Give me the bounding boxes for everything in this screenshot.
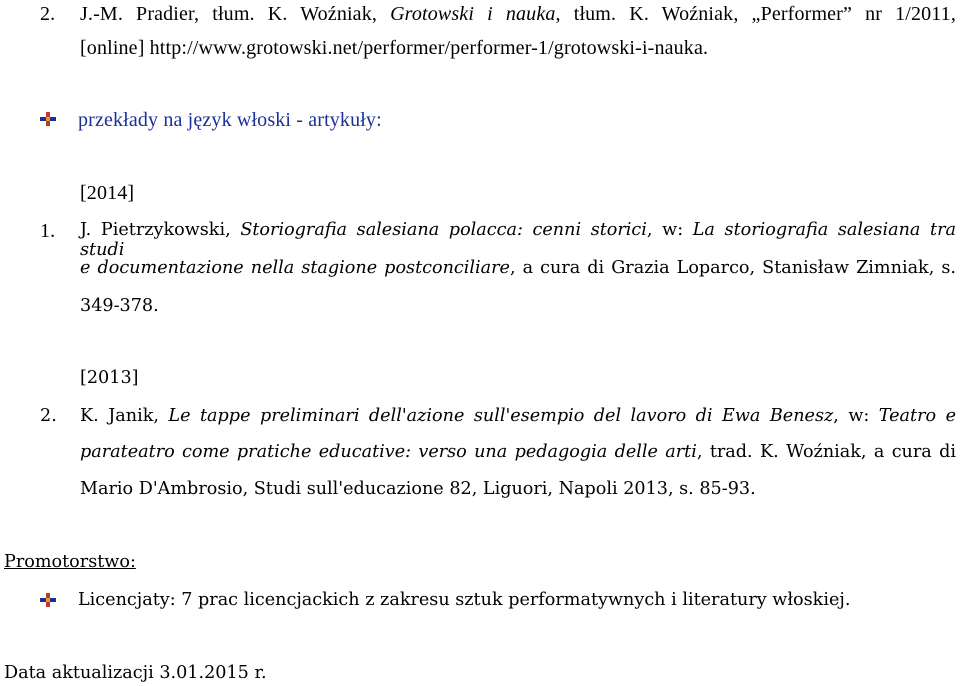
citation-text: , a cura di Grazia Loparco, Stanisław Zimniak, s. — [509, 258, 956, 278]
list-number: 2. — [40, 406, 57, 426]
citation-book: La storiografia salesiana tra studi — [80, 220, 956, 260]
citation-line — [80, 442, 956, 462]
citation-book: Teatro e — [878, 406, 956, 426]
citation-text: , w: — [833, 406, 879, 426]
bullet-icon — [40, 593, 56, 607]
update-date: Data aktualizacji 3.01.2015 r. — [4, 663, 267, 683]
citation-pages: 349-378. — [80, 296, 159, 316]
citation-text: J.-M. Pradier, tłum. K. Woźniak, — [80, 3, 391, 25]
citation-line — [80, 406, 956, 426]
citation-line — [80, 220, 956, 260]
licencjaty-text: Licencjaty: 7 prac licencjackich z zakresu sztuk performatywnych i literatury włoskiej. — [78, 590, 851, 610]
year-label: [2013] — [80, 368, 139, 388]
citation-book: e documentazione nella stagione postconciliare — [80, 258, 510, 278]
citation-title: Le tappe preliminari dell'azione sull'esempio del lavoro di Ewa Benesz — [168, 406, 834, 426]
promotorstwo-heading: Promotorstwo: — [4, 552, 136, 572]
bullet-icon — [40, 112, 56, 126]
section-heading: przekłady na język włoski - artykuły: — [78, 109, 382, 131]
citation-text: K. Janik, — [80, 406, 169, 426]
citation-title: Grotowski i nauka — [390, 3, 556, 25]
citation-title: Storiografia salesiana polacca: cenni storici — [240, 220, 647, 240]
citation-line — [80, 258, 956, 278]
citation-book: parateatro come pratiche educative: verso una pedagogia delle arti — [80, 442, 697, 462]
citation-url-line: [online] http://www.grotowski.net/performer/performer-1/grotowski-i-nauka. — [80, 37, 709, 59]
citation-text: , tłum. K. Woźniak, „Performer” nr 1/2011, — [555, 3, 956, 25]
citation-text: , trad. K. Woźniak, a cura di — [696, 442, 957, 462]
citation-publisher: Mario D'Ambrosio, Studi sull'educazione 82, Liguori, Napoli 2013, s. 85-93. — [80, 479, 756, 499]
list-number: 2. — [40, 3, 56, 25]
year-label: [2014] — [80, 182, 135, 204]
list-number: 1. — [40, 220, 56, 242]
citation-text: J. Pietrzykowski, — [80, 220, 241, 240]
citation-line — [80, 3, 956, 26]
citation-text: , w: — [646, 220, 693, 240]
